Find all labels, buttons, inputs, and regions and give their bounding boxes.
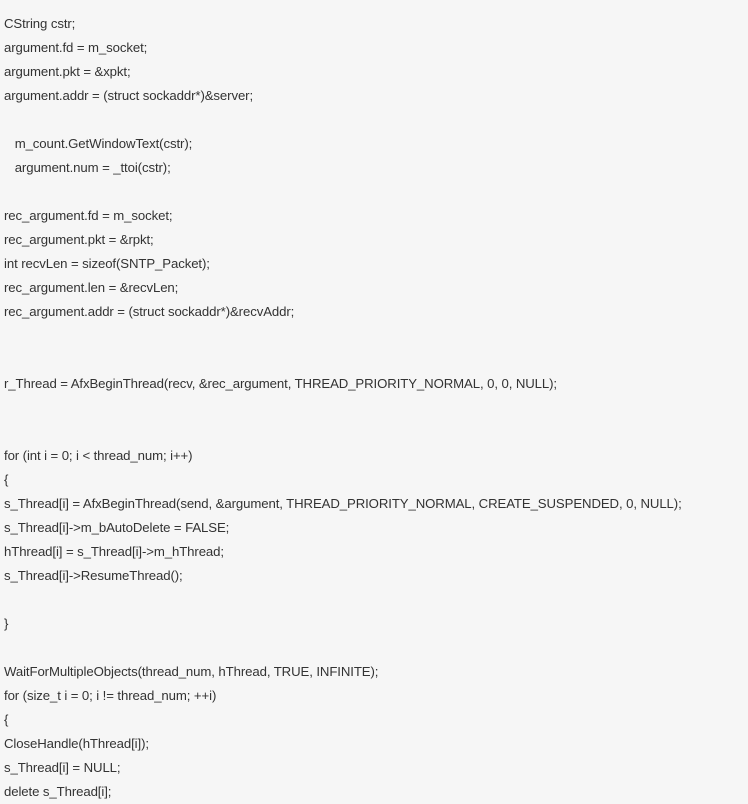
code-line: { [4,712,9,727]
code-line [4,180,744,204]
code-line: rec_argument.len = &recvLen; [4,280,179,295]
code-line: argument.fd = m_socket; [4,40,148,55]
code-line [4,396,744,420]
code-line: s_Thread[i] = AfxBeginThread(send, &argument, THREAD_PRIORITY_NORMAL, CREATE_SUSPENDED, 0, NULL); [4,496,682,511]
code-line: int recvLen = sizeof(SNTP_Packet); [4,256,210,271]
code-line: argument.addr = (struct sockaddr*)&server; [4,88,254,103]
code-line: for (size_t i = 0; i != thread_num; ++i) [4,688,217,703]
code-line: CString cstr; [4,16,76,31]
code-line: rec_argument.fd = m_socket; [4,208,173,223]
code-line: m_count.GetWindowText(cstr); [4,136,193,151]
code-line: s_Thread[i]->ResumeThread(); [4,568,183,583]
code-line: { [4,472,9,487]
code-line [4,636,744,660]
code-line: CloseHandle(hThread[i]); [4,736,149,751]
code-line: s_Thread[i]->m_bAutoDelete = FALSE; [4,520,230,535]
code-line [4,588,744,612]
code-line: rec_argument.pkt = &rpkt; [4,232,154,247]
code-line: r_Thread = AfxBeginThread(recv, &rec_argument, THREAD_PRIORITY_NORMAL, 0, 0, NULL); [4,376,557,391]
code-line: WaitForMultipleObjects(thread_num, hThread, TRUE, INFINITE); [4,664,379,679]
code-line: rec_argument.addr = (struct sockaddr*)&recvAddr; [4,304,295,319]
code-line: } [4,616,9,631]
code-block [4,12,744,804]
code-line [4,420,744,444]
code-line [4,108,744,132]
code-line: for (int i = 0; i < thread_num; i++) [4,448,193,463]
code-line: argument.num = _ttoi(cstr); [4,160,171,175]
code-line: hThread[i] = s_Thread[i]->m_hThread; [4,544,224,559]
code-line [4,348,744,372]
code-line: argument.pkt = &xpkt; [4,64,131,79]
code-line: s_Thread[i] = NULL; [4,760,121,775]
code-line [4,324,744,348]
code-line: delete s_Thread[i]; [4,784,112,799]
